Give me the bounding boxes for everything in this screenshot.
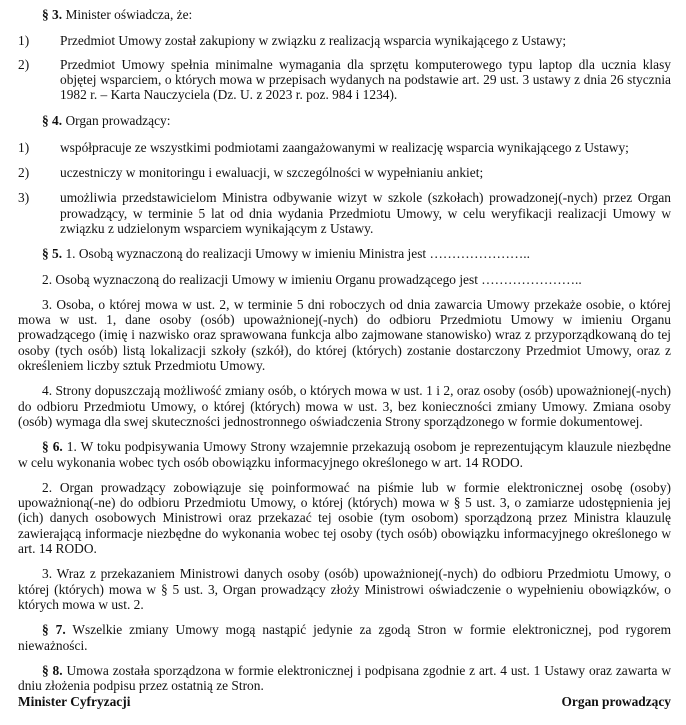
paragraph-text: Wszelkie zmiany Umowy mogą nastąpić jedynie za zgodą Stron w formie elektronicznej, pod rygorem nieważności.: [18, 622, 672, 653]
list-text: uczestniczy w monitoringu i ewaluacji, w szczególności w wypełnianiu ankiet;: [60, 165, 484, 181]
section-number: § 4.: [42, 113, 63, 129]
list-item: [18, 190, 671, 236]
list-text: umożliwia przedstawicielom Ministra odbywanie wizyt w szkole (szkołach) prowadzonej(-nych) przez Organ prowadzący, w terminie 5 lat od dnia wydania Przedmiotu Umowy, w celu weryfikacji realizacji Umowy w związku z udzielonym wsparciem wynikającym z Ustawy.: [60, 190, 671, 236]
section-number: § 7.: [42, 622, 66, 638]
list-item: [18, 33, 671, 48]
section-5-paragraph-4: 4. Strony dopuszczają możliwość zmiany osób, o których mowa w ust. 1 i 2, oraz osoby (osób) upoważnionej(-nych) do odbioru Przedmiotu Umowy, o której (których) mowa w ust. 3, bez konieczności zmiany Umowy. Zmiana osoby (osób) wymaga dla swej skuteczności jednostronnego oświadczenia Strony sporządzonego w formie dokumentowej.: [18, 383, 671, 429]
section-5-paragraph-2: 2. Osobą wyznaczoną do realizacji Umowy w imieniu Organu prowadzącego jest …………………..: [42, 271, 582, 287]
section-4-heading: [42, 113, 671, 128]
list-number: 1): [18, 33, 30, 49]
list-number: 2): [18, 165, 30, 181]
paragraph-text: 1. W toku podpisywania Umowy Strony wzajemnie przekazują osobom je reprezentującym klauzule niezbędne w celu wykonania wobec tych osób obowiązku informacyjnego określonego w art. 14 RODO.: [18, 439, 671, 470]
section-6-paragraph-2: 2. Organ prowadzący zobowiązuje się poinformować na piśmie lub w formie elektronicznej osobę (osoby) upoważnioną(-ne) do odbioru Przedmiotu Umowy, o której (których) mowa w § 5 ust. 3, o zamiarze udostępnienia jej (ich) danych osobowych Ministrowi oraz przekazać tej osobie (tym osobom) sporządzoną przez Ministra klauzulę zawierającą informacje niezbędne do wykonania wobec tej osoby (tych osób) obowiązku informacyjnego określonego w art. 14 RODO.: [18, 479, 671, 557]
section-intro: Organ prowadzący:: [65, 113, 171, 129]
section-8-paragraph: [18, 663, 671, 694]
signature-organ: Organ prowadzący: [561, 694, 671, 709]
section-number: § 6.: [42, 439, 63, 455]
section-5-paragraph-3: 3. Osoba, o której mowa w ust. 2, w terminie 5 dni roboczych od dnia zawarcia Umowy przekaże osobie, o której mowa w ust. 1, dane osoby (osób) upoważnionej(-nych) do odbioru Przedmiotu Umowy w imieniu Organu prowadzącego (imię i nazwisko oraz sprawowana funkcja albo zajmowane stanowisko) wraz z przyporządkowaną do tej osoby (tych osób) listą lokalizacji szkoły (szkół), do której (których) zostanie dostarczony Przedmiot Umowy, oraz z określeniem liczby sztuk Przedmiotu Umowy.: [18, 296, 671, 374]
section-number: § 8.: [42, 662, 63, 678]
list-item: [18, 165, 671, 180]
list-text: współpracuje ze wszystkimi podmiotami zaangażowanymi w realizację wsparcia wynikającego z Ustawy;: [60, 139, 629, 155]
list-text: Przedmiot Umowy spełnia minimalne wymagania dla sprzętu komputerowego typu laptop dla ucznia klasy objętej wsparciem, o których mowa w przepisach wydanych na podstawie art. 29 ust. 3 ustawy z dnia 26 stycznia 1982 r. – Karta Nauczyciela (Dz. U. z 2023 r. poz. 984 i 1234).: [60, 56, 671, 103]
list-text: Przedmiot Umowy został zakupiony w związku z realizacją wsparcia wynikającego z Ustawy;: [60, 33, 567, 49]
section-number: § 3.: [42, 7, 63, 22]
signature-minister: Minister Cyfryzacji: [18, 694, 131, 709]
section-3-heading: [42, 7, 671, 22]
list-number: 1): [18, 139, 30, 155]
paragraph-text: 1. Osobą wyznaczoną do realizacji Umowy w imieniu Ministra jest …………………..: [65, 246, 530, 262]
list-number: 3): [18, 190, 30, 206]
list-number: 2): [18, 56, 30, 72]
section-6-paragraph-1: [18, 439, 671, 470]
section-5-paragraph-1: [18, 246, 671, 261]
section-6-paragraph-3: 3. Wraz z przekazaniem Ministrowi danych osoby (osób) upoważnionej(-nych) do odbioru Przedmiotu Umowy, o której (których) mowa w § 5 ust. 3, Organ prowadzący złoży Ministrowi oświadczenie o wypełnieniu obowiązków, o których mowa w ust. 2.: [18, 566, 671, 612]
list-item: [18, 57, 671, 103]
document-page: [18, 7, 671, 693]
paragraph-text: Umowa została sporządzona w formie elektronicznej i podpisana zgodnie z art. 4 ust. 1 Ustawy oraz zawarta w dniu złożenia podpisu przez ostatnią ze Stron.: [18, 662, 671, 694]
section-7-paragraph: [18, 622, 671, 653]
section-intro: Minister oświadcza, że:: [65, 7, 193, 22]
list-item: [18, 140, 671, 155]
section-number: § 5.: [42, 246, 63, 262]
